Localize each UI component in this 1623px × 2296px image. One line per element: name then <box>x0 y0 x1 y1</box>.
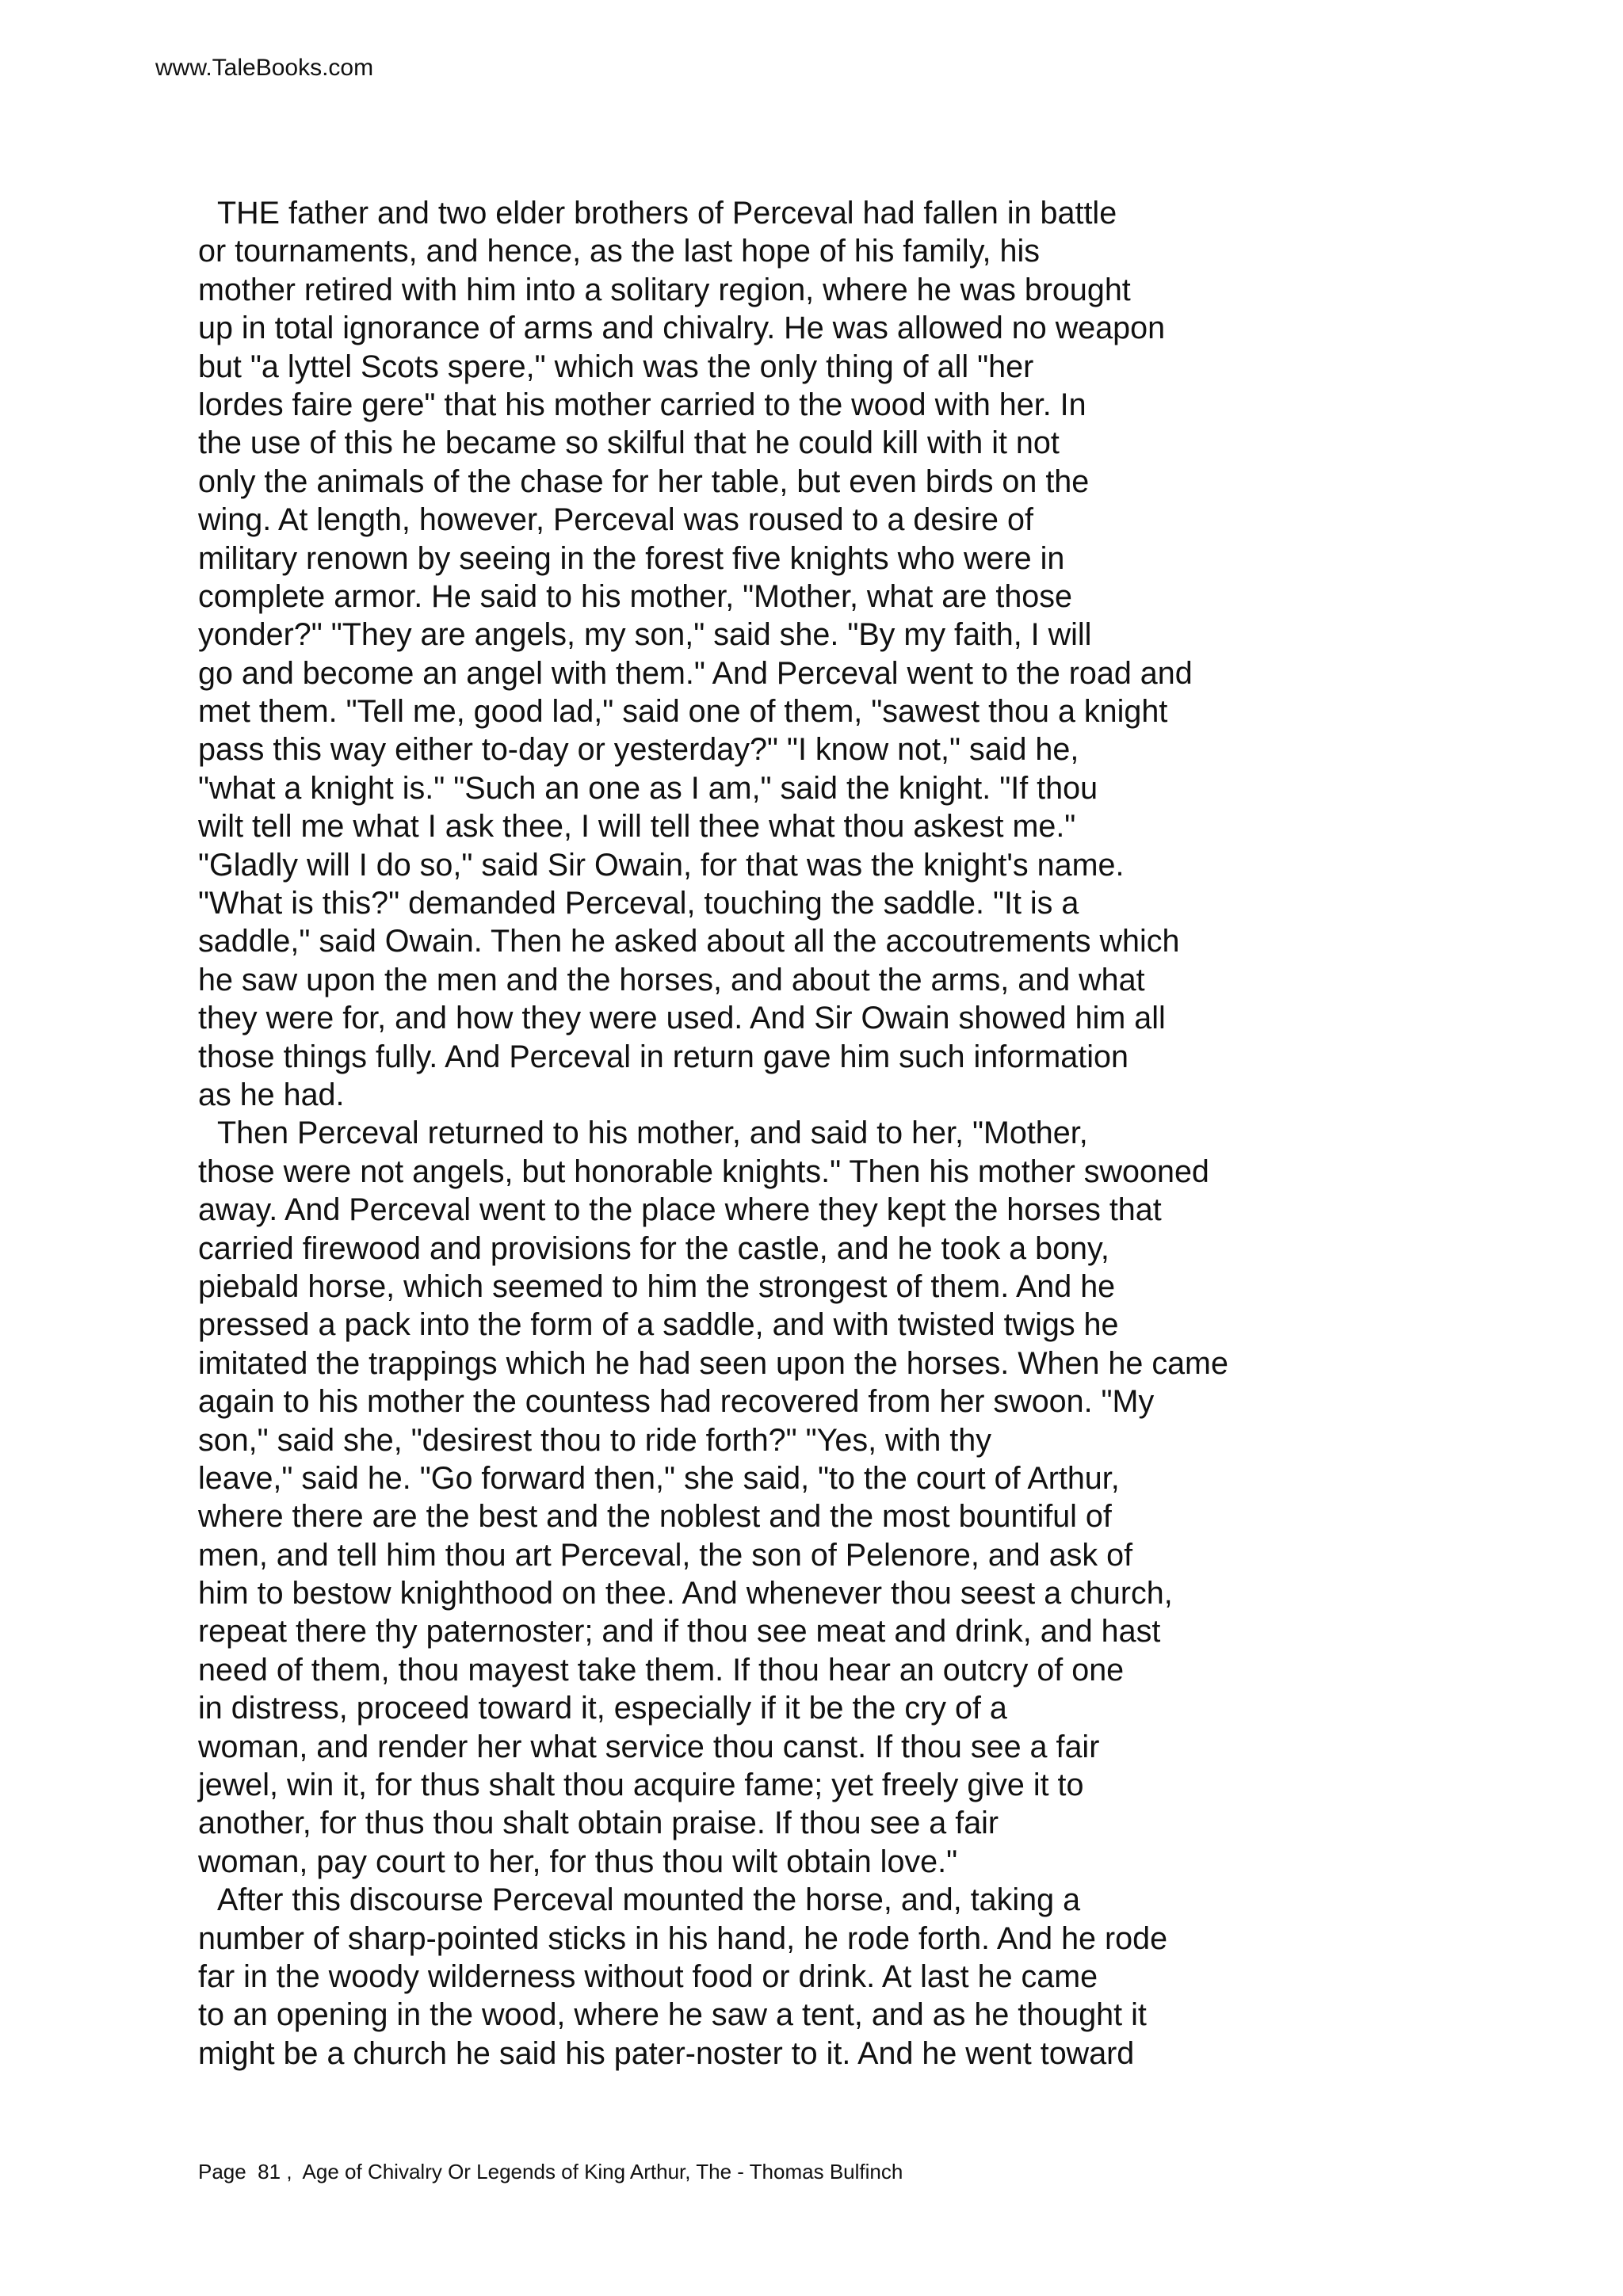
text-line: piebald horse, which seemed to him the strongest of them. And he <box>198 1268 1116 1304</box>
text-line: those things fully. And Perceval in return gave him such information <box>198 1039 1128 1074</box>
text-line: wing. At length, however, Perceval was roused to a desire of <box>198 502 1033 538</box>
text-line: son," said she, "desirest thou to ride forth?" "Yes, with thy <box>198 1422 991 1458</box>
text-line: met them. "Tell me, good lad," said one of them, "sawest thou a knight <box>198 694 1168 730</box>
text-line: where there are the best and the noblest and the most bountiful of <box>198 1499 1112 1535</box>
text-line: far in the woody wilderness without food or drink. At last he came <box>198 1958 1098 1994</box>
text-line: leave," said he. "Go forward then," she said, "to the court of Arthur, <box>198 1460 1120 1496</box>
text-line: wilt tell me what I ask thee, I will tell thee what thou askest me." <box>198 809 1076 845</box>
text-line: repeat there thy paternoster; and if thou see meat and drink, and hast <box>198 1614 1161 1650</box>
text-line: him to bestow knighthood on thee. And whenever thou seest a church, <box>198 1576 1173 1611</box>
text-line: yonder?" "They are angels, my son," said she. "By my faith, I will <box>198 617 1092 653</box>
text-line: go and become an angel with them." And Perceval went to the road and <box>198 655 1193 691</box>
text-line: saddle," said Owain. Then he asked about all the accoutrements which <box>198 924 1180 959</box>
text-line: jewel, win it, for thus shalt thou acquire fame; yet freely give it to <box>198 1768 1084 1803</box>
text-line: number of sharp-pointed sticks in his hand, he rode forth. And he rode <box>198 1920 1168 1956</box>
page-footer: Page 81 , Age of Chivalry Or Legends of King Arthur, The - Thomas Bulfinch <box>198 2160 903 2183</box>
text-line: they were for, and how they were used. And Sir Owain showed him all <box>198 1001 1166 1036</box>
page-body-text <box>198 194 1545 2073</box>
text-line: need of them, thou mayest take them. If thou hear an outcry of one <box>198 1652 1125 1688</box>
text-line: those were not angels, but honorable knights." Then his mother swooned <box>198 1154 1209 1189</box>
text-line: Then Perceval returned to his mother, and said to her, "Mother, <box>217 1116 1088 1151</box>
text-line: might be a church he said his pater-noster to it. And he went toward <box>198 2035 1135 2071</box>
text-line: in distress, proceed toward it, especially if it be the cry of a <box>198 1691 1007 1726</box>
text-line: as he had. <box>198 1077 345 1112</box>
text-line: but "a lyttel Scots spere," which was the only thing of all "her <box>198 349 1034 384</box>
text-line: mother retired with him into a solitary region, where he was brought <box>198 272 1131 307</box>
site-url-header: www.TaleBooks.com <box>155 55 374 81</box>
text-line: or tournaments, and hence, as the last hope of his family, his <box>198 234 1040 269</box>
text-line: only the animals of the chase for her table, but even birds on the <box>198 463 1090 499</box>
text-line: another, for thus thou shalt obtain praise. If thou see a fair <box>198 1806 999 1841</box>
text-line: to an opening in the wood, where he saw a tent, and as he thought it <box>198 1997 1147 2033</box>
text-line: THE father and two elder brothers of Perceval had fallen in battle <box>217 196 1117 231</box>
text-line: woman, and render her what service thou canst. If thou see a fair <box>198 1729 1100 1764</box>
text-line: complete armor. He said to his mother, "Mother, what are those <box>198 578 1072 614</box>
text-line: up in total ignorance of arms and chivalry. He was allowed no weapon <box>198 311 1166 346</box>
text-line: "What is this?" demanded Perceval, touching the saddle. "It is a <box>198 886 1079 921</box>
text-line: After this discourse Perceval mounted the horse, and, taking a <box>217 1882 1081 1918</box>
text-line: the use of this he became so skilful that he could kill with it not <box>198 425 1060 461</box>
text-line: away. And Perceval went to the place where they kept the horses that <box>198 1192 1162 1228</box>
text-line: carried firewood and provisions for the castle, and he took a bony, <box>198 1230 1109 1266</box>
text-line: he saw upon the men and the horses, and about the arms, and what <box>198 962 1145 997</box>
text-line: woman, pay court to her, for thus thou wilt obtain love." <box>198 1844 958 1879</box>
text-line: again to his mother the countess had recovered from her swoon. "My <box>198 1384 1155 1420</box>
text-line: military renown by seeing in the forest five knights who were in <box>198 540 1065 576</box>
text-line: pressed a pack into the form of a saddle, and with twisted twigs he <box>198 1307 1119 1343</box>
text-line: imitated the trappings which he had seen upon the horses. When he came <box>198 1345 1228 1381</box>
text-line: lordes faire gere" that his mother carried to the wood with her. In <box>198 387 1086 422</box>
text-line: pass this way either to-day or yesterday?" "I know not," said he, <box>198 732 1079 768</box>
text-line: "Gladly will I do so," said Sir Owain, for that was the knight's name. <box>198 847 1125 883</box>
text-line: "what a knight is." "Such an one as I am," said the knight. "If thou <box>198 770 1098 806</box>
text-line: men, and tell him thou art Perceval, the son of Pelenore, and ask of <box>198 1537 1133 1573</box>
